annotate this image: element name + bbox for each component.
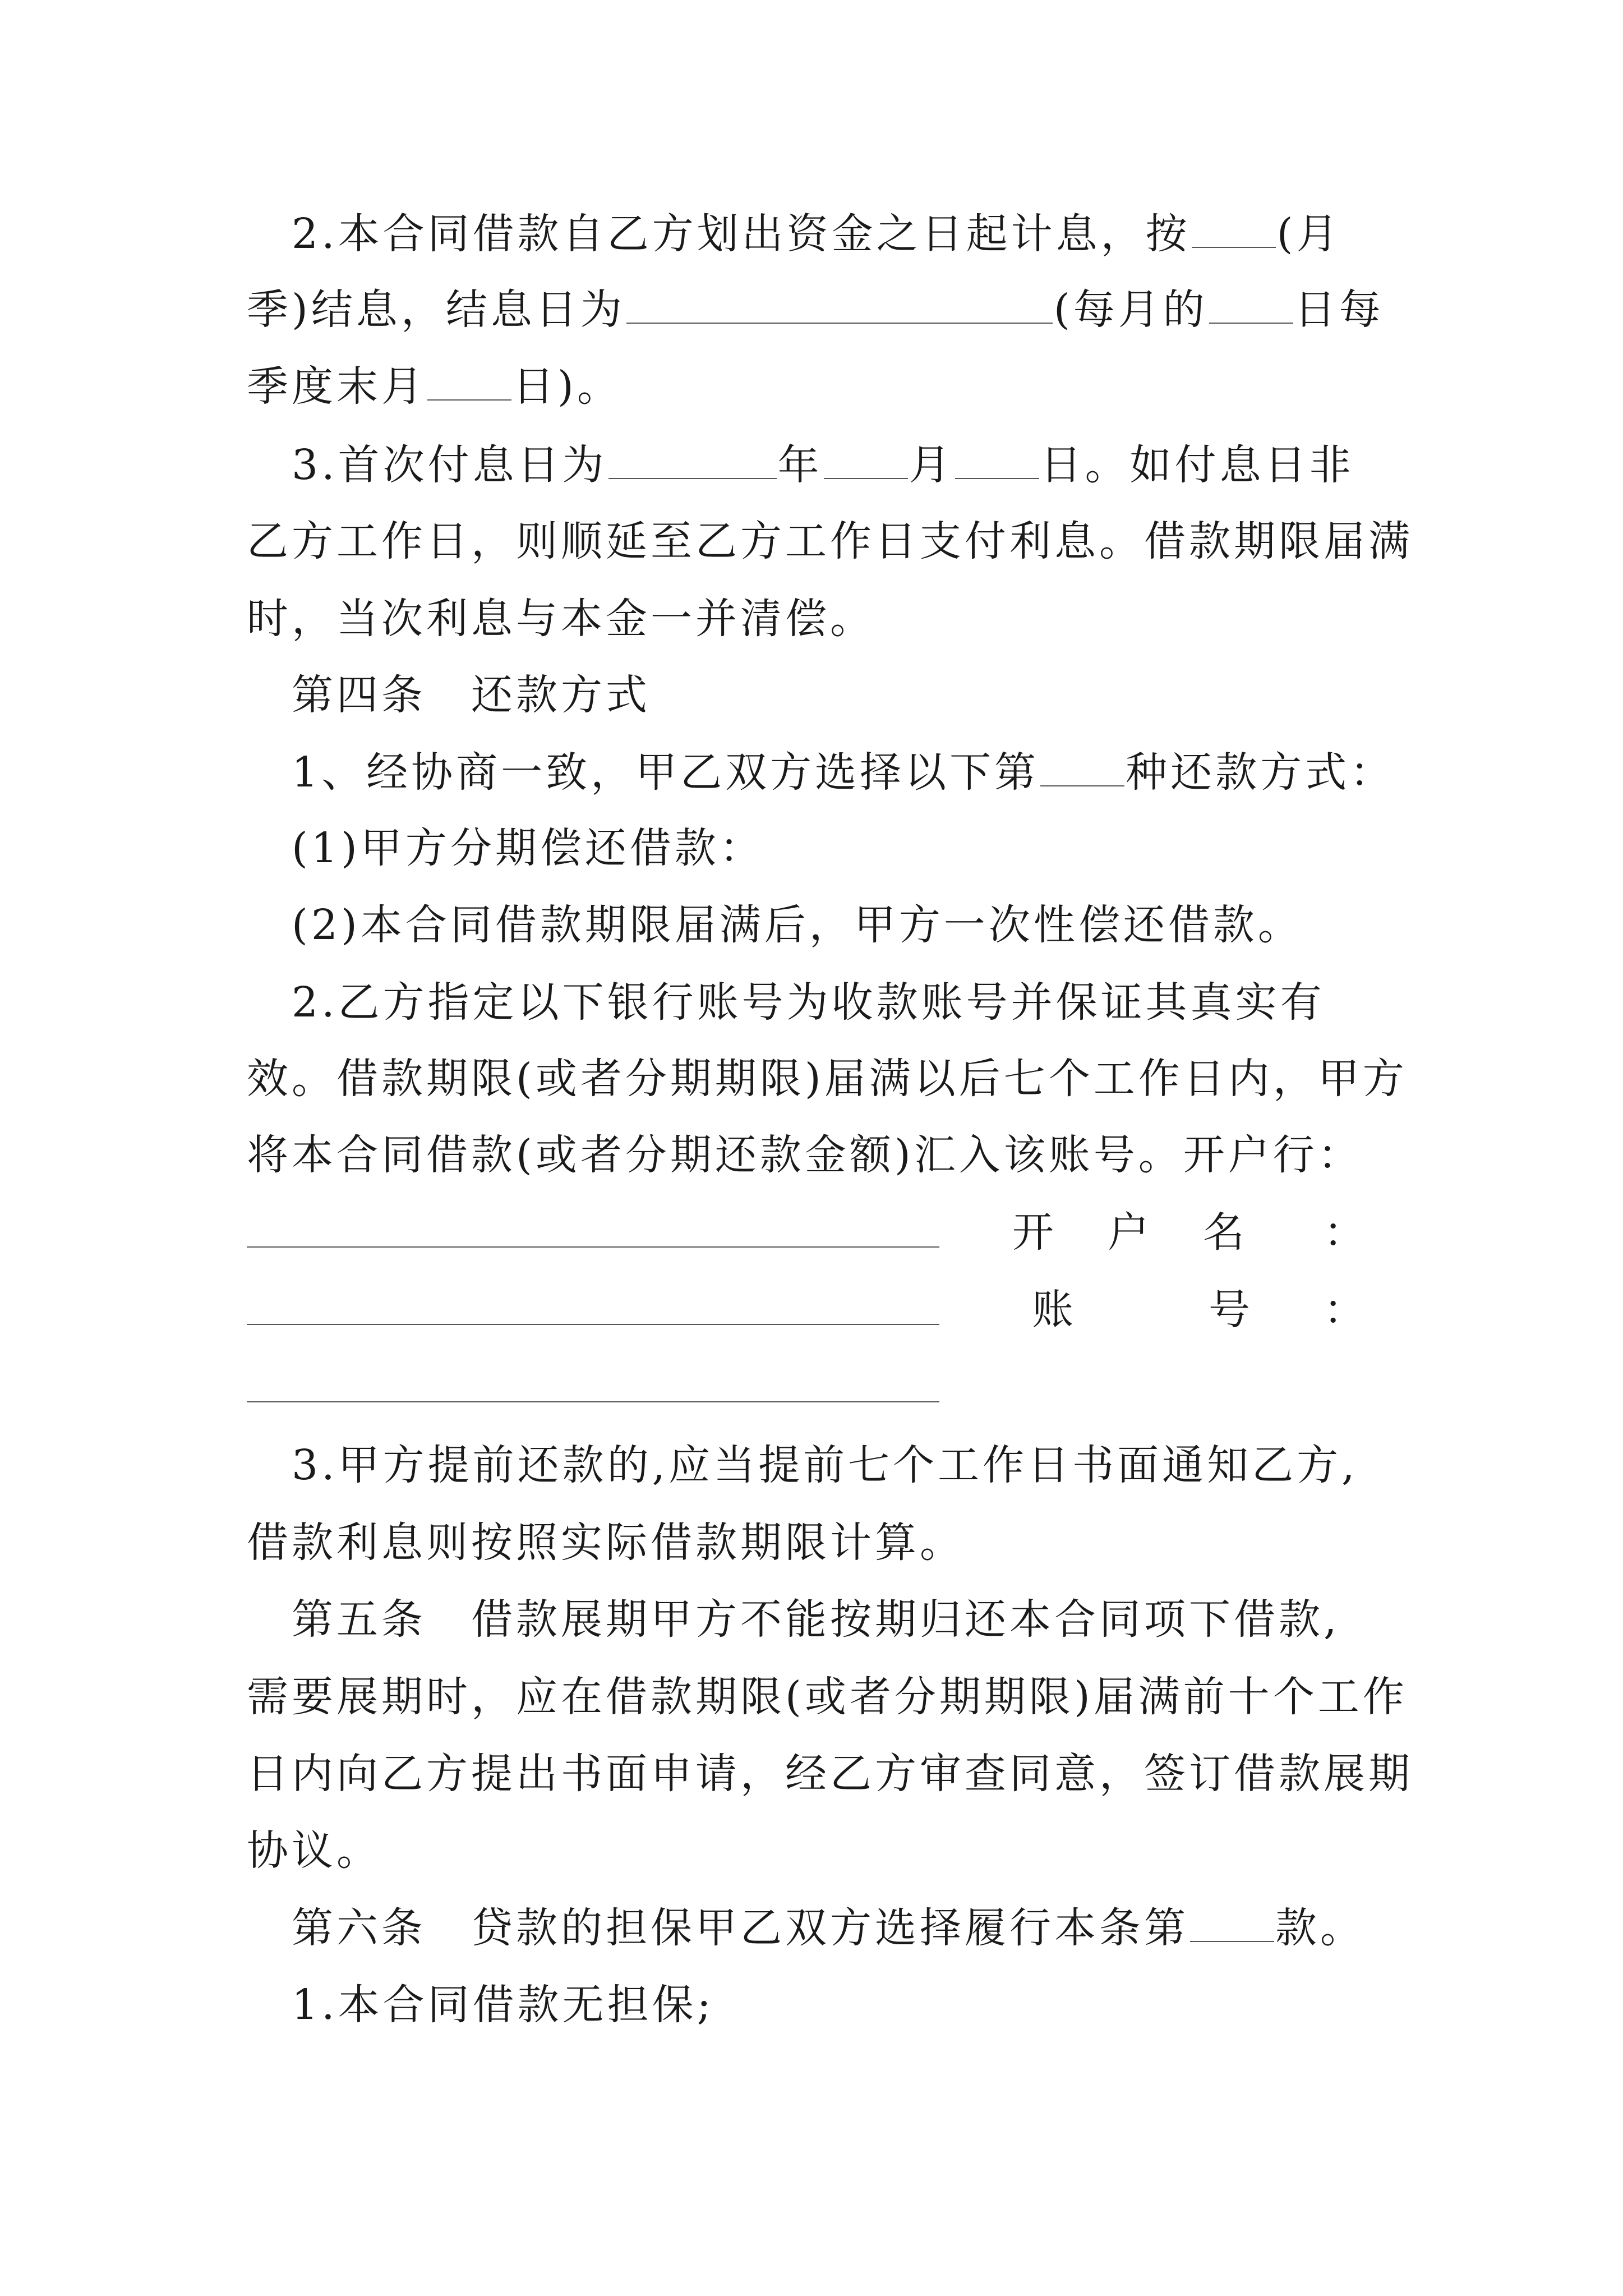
fill-blank[interactable] [1192,213,1276,248]
label-char: 开 [1012,1208,1054,1257]
article-6-item-1: 1.本合同借款无担保; [247,1981,714,2029]
article-4-item-2-line-3: 将本合同借款(或者分期还款金额)汇入该账号。开户行： [247,1131,1363,1179]
clause-2-line-2 [247,286,1384,334]
text-segment: (月 [1276,210,1341,258]
article-5-line-3: 日内向乙方提出书面申请，经乙方审查同意，签订借款展期 [247,1750,1413,1798]
text-segment: 1、经协商一致，甲乙双方选择以下第 [247,748,1040,797]
clause-3-line-1 [247,441,1354,489]
fill-blank[interactable] [1040,752,1124,786]
article-4-option-2: (2)本合同借款期限届满后，甲方一次性偿还借款。 [247,901,1303,949]
article-4-heading: 第四条 还款方式 [247,671,651,719]
article-5-line-2: 需要展期时，应在借款期限(或者分期期限)届满前十个工作 [247,1673,1408,1721]
article-4-item-2-line-1: 2.乙方指定以下银行账号为收款账号并保证其真实有 [247,978,1325,1027]
bank-name-blank[interactable] [247,1246,939,1248]
label-char: 名 [1203,1208,1244,1257]
text-segment: 季度末月 [247,362,426,411]
label-char: 户 [1108,1208,1149,1257]
fill-blank[interactable] [1209,289,1293,324]
text-segment: 2.本合同借款自乙方划出资金之日起计息，按 [247,210,1191,258]
text-segment: 日。如付息日非 [1040,441,1354,489]
text-segment: 季)结息，结息日为 [247,286,625,334]
text-segment: (每月的 [1053,286,1208,334]
fill-blank[interactable] [608,444,777,479]
label-char: 账 [1032,1286,1073,1334]
fill-blank[interactable] [824,444,908,479]
clause-2-line-1 [247,210,1341,258]
text-segment: 第六条 贷款的担保甲乙双方选择履行本条第 [247,1904,1189,1952]
fill-blank[interactable] [955,444,1039,479]
label-char: 号 [1209,1286,1250,1334]
text-segment: 年 [777,441,823,489]
label-char: ： [1324,1286,1365,1334]
account-number-blank[interactable] [247,1401,939,1402]
article-5-line-1: 第五条 借款展期甲方不能按期归还本合同项下借款, [247,1595,1340,1644]
fill-blank[interactable] [626,289,1053,324]
clause-3-line-2: 乙方工作日，则顺延至乙方工作日支付利息。借款期限届满 [247,517,1413,565]
article-6-heading [247,1904,1365,1952]
label-char: ： [1324,1208,1365,1257]
fill-blank[interactable] [427,366,511,401]
text-segment: 种还款方式： [1126,748,1395,797]
article-4-item-1 [247,748,1395,797]
article-4-item-3-line-1: 3.甲方提前还款的,应当提前七个工作日书面通知乙方, [247,1441,1358,1489]
text-segment: 日每 [1294,286,1384,334]
clause-3-line-3: 时，当次利息与本金一并清偿。 [247,595,875,643]
fill-blank[interactable] [1190,1907,1274,1942]
text-segment: 款。 [1275,1904,1365,1952]
account-name-blank[interactable] [247,1324,939,1325]
article-4-option-1: (1)甲方分期偿还借款： [247,824,764,872]
text-segment: 月 [909,441,954,489]
text-segment: 日)。 [513,362,622,411]
article-5-line-4: 协议。 [247,1826,381,1875]
article-4-item-3-line-2: 借款利息则按照实际借款期限计算。 [247,1519,965,1567]
article-4-item-2-line-2: 效。借款期限(或者分期期限)届满以后七个工作日内，甲方 [247,1055,1408,1103]
clause-2-line-3 [247,362,622,411]
text-segment: 3.首次付息日为 [247,441,607,489]
